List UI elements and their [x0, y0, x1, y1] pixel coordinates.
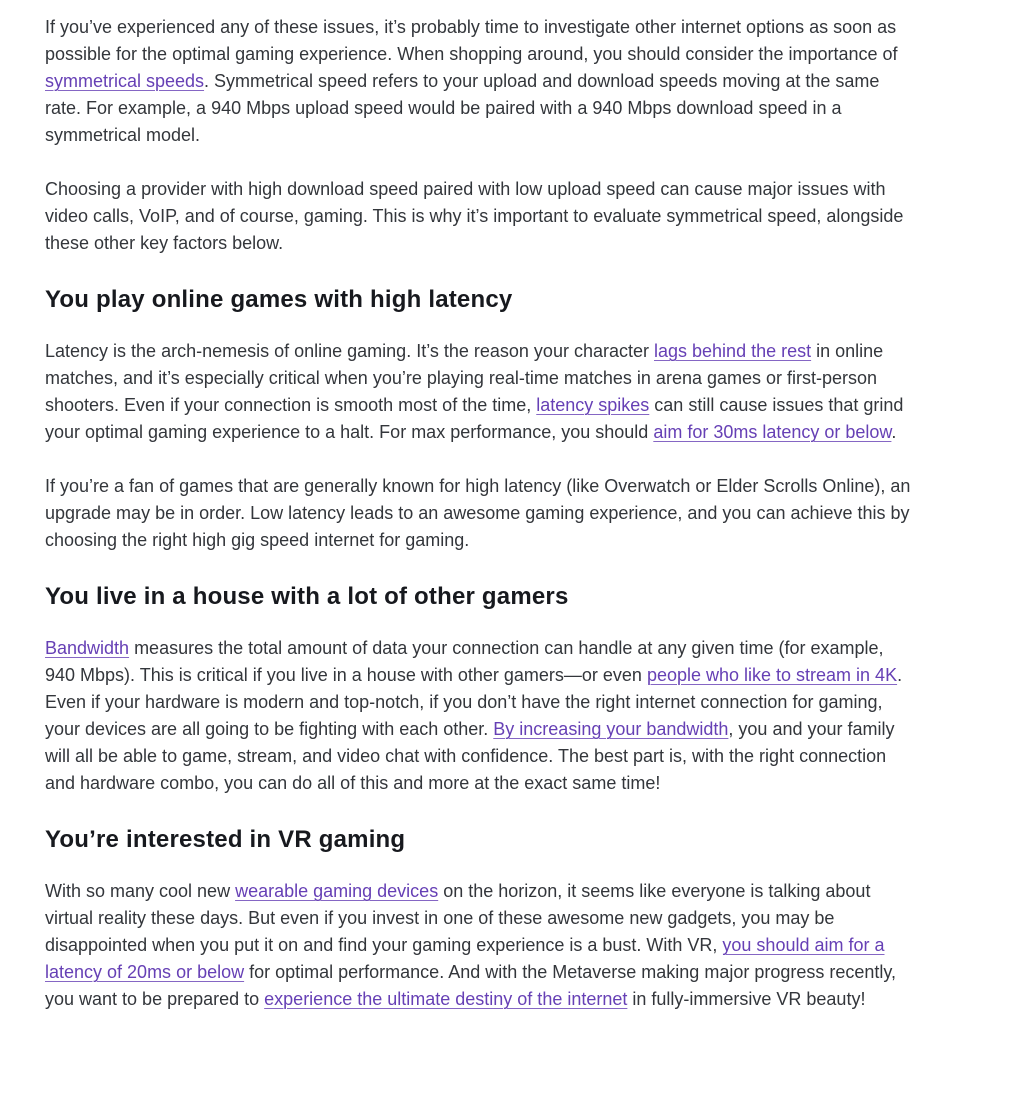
- text-run: for optimal performance. And with the Metaverse making major progress recently, you want to be prepared to: [45, 962, 897, 1009]
- section-heading: You’re interested in VR gaming: [45, 826, 406, 853]
- section-heading: You play online games with high latency: [45, 286, 513, 313]
- article-paragraph: [45, 176, 917, 257]
- article-paragraph: [45, 878, 917, 1013]
- inline-link[interactable]: Bandwidth: [45, 638, 130, 658]
- text-run: . Symmetrical speed refers to your upload and download speeds moving at the same rate. For example, a 940 Mbps upload speed would be paired with a 940 Mbps download speed in a symmetrical model.: [45, 71, 880, 145]
- text-run: If you’ve experienced any of these issues, it’s probably time to investigate other internet options as soon as possible for the optimal gaming experience. When shopping around, you should consider the importance of: [45, 17, 898, 64]
- inline-link[interactable]: By increasing your bandwidth: [493, 719, 729, 739]
- text-run: Choosing a provider with high download speed paired with low upload speed can cause major issues with video calls, VoIP, and of course, gaming. This is why it’s important to evaluate symmetrical speed, alongside these other key factors below.: [45, 179, 904, 253]
- inline-link[interactable]: experience the ultimate destiny of the internet: [264, 989, 628, 1009]
- text-run: . Even if your hardware is modern and top-notch, if you don’t have the right internet connection for gaming, your devices are all going to be fighting with each other.: [45, 665, 903, 739]
- section-heading: You live in a house with a lot of other gamers: [45, 583, 569, 610]
- article-paragraph: [45, 14, 917, 149]
- inline-link[interactable]: symmetrical speeds: [45, 71, 205, 91]
- text-run: in fully-immersive VR beauty!: [627, 989, 866, 1009]
- text-run: can still cause issues that grind your optimal gaming experience to a halt. For max performance, you should: [45, 395, 904, 442]
- text-run: , you and your family will all be able to game, stream, and video chat with confidence. The best part is, with the right connection and hardware combo, you can do all of this and more at the exact same time!: [45, 719, 895, 793]
- inline-link[interactable]: latency spikes: [536, 395, 650, 415]
- article-paragraph: [45, 338, 917, 446]
- inline-link[interactable]: aim for 30ms latency or below: [653, 422, 892, 442]
- article-paragraph: [45, 635, 917, 797]
- inline-link[interactable]: lags behind the rest: [654, 341, 812, 361]
- text-run: Latency is the arch-nemesis of online gaming. It’s the reason your character: [45, 341, 654, 361]
- inline-link[interactable]: you should aim for a latency of 20ms or below: [45, 935, 885, 982]
- inline-link[interactable]: wearable gaming devices: [235, 881, 439, 901]
- article-paragraph: [45, 473, 917, 554]
- text-run: With so many cool new: [45, 881, 236, 901]
- text-run: .: [891, 422, 897, 442]
- text-run: in online matches, and it’s especially critical when you’re playing real-time matches in arena games or first-person shooters. Even if your connection is smooth most of the time,: [45, 341, 884, 415]
- text-run: measures the total amount of data your connection can handle at any given time (for example, 940 Mbps). This is critical if you live in a house with other gamers—or even: [45, 638, 884, 685]
- text-run: on the horizon, it seems like everyone is talking about virtual reality these days. But even if you invest in one of these awesome new gadgets, you may be disappointed when you put it on and find your gaming experience is a bust. With VR,: [45, 881, 871, 955]
- text-run: If you’re a fan of games that are generally known for high latency (like Overwatch or Elder Scrolls Online), an upgrade may be in order. Low latency leads to an awesome gaming experience, and you can achieve this by choosing the right high gig speed internet for gaming.: [45, 476, 911, 550]
- inline-link[interactable]: people who like to stream in 4K: [646, 665, 898, 685]
